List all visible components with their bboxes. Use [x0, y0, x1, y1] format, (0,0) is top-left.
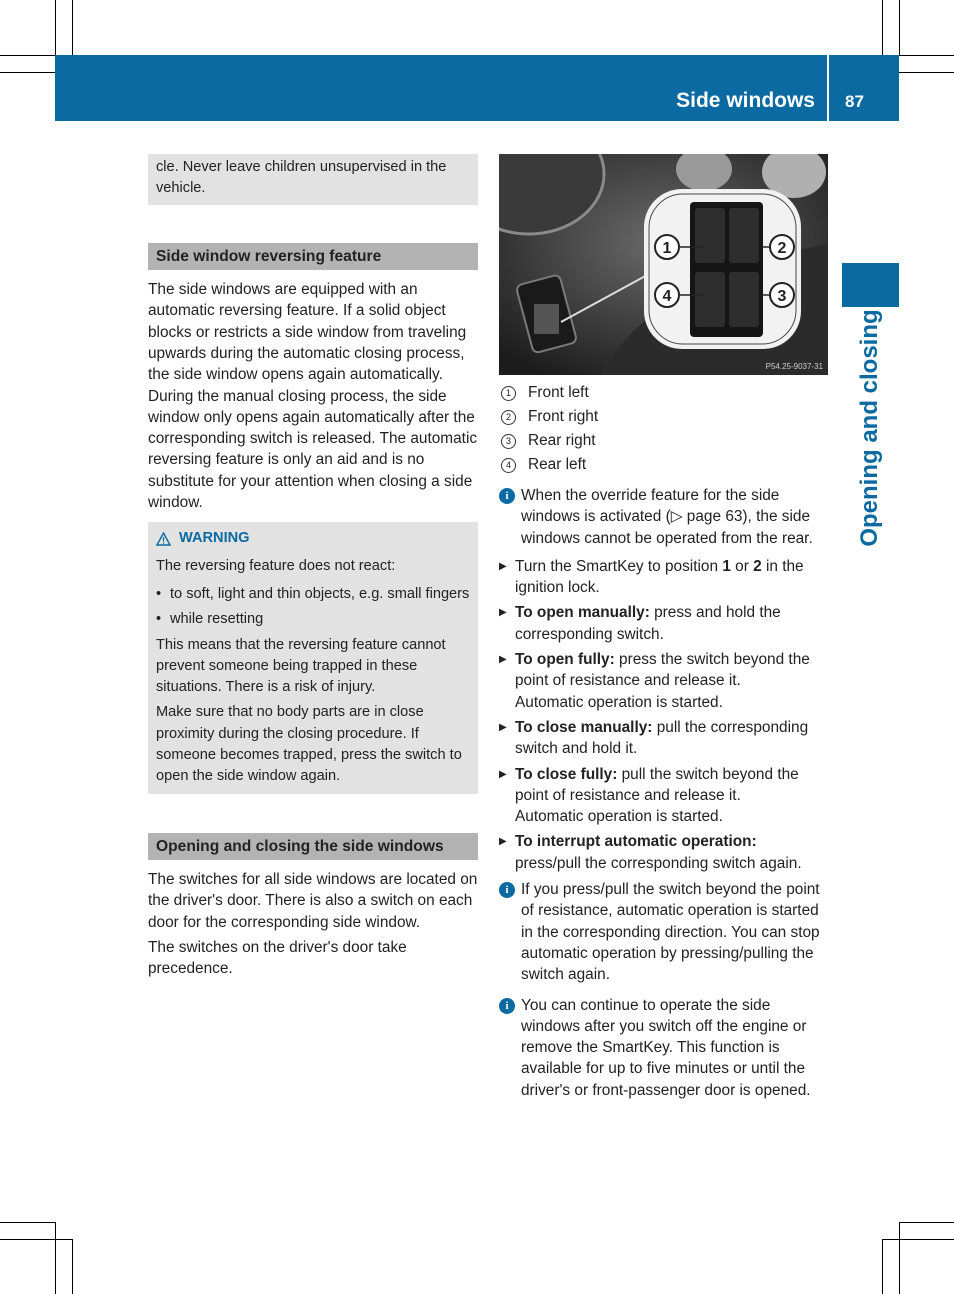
continued-note: cle. Never leave children unsupervised in the vehicle.: [156, 159, 447, 197]
info-text: If you press/pull the switch beyond the point of resistance, automatic operation is started in the corresponding direction. You can stop automatic operation by pressing/pulling the switch again.: [521, 881, 820, 984]
section-title: Side windows: [676, 89, 815, 112]
warning-bullet: while resetting: [170, 611, 264, 628]
instruction-step: [499, 602, 829, 645]
info-icon: i: [499, 998, 515, 1014]
crop-mark: [55, 0, 56, 55]
warning-label: WARNING: [179, 530, 250, 547]
section-heading: Side window reversing feature: [148, 243, 478, 271]
instruction-step: [499, 649, 829, 713]
svg-text:3: 3: [777, 288, 787, 305]
crop-mark: [0, 55, 55, 56]
warning-header: [156, 528, 470, 549]
legend-label: Rear right: [528, 432, 596, 450]
continued-warning-box: [148, 154, 478, 205]
crop-mark: [55, 1222, 56, 1294]
step-text: Turn the SmartKey to position 1 or 2 in the ignition lock.: [515, 557, 804, 597]
right-column: [499, 381, 829, 1101]
info-note: [499, 485, 829, 549]
list-item: [156, 584, 470, 605]
svg-text:1: 1: [662, 240, 672, 257]
callout-1: [655, 235, 679, 259]
crop-mark: [882, 1239, 954, 1240]
legend-item: [499, 405, 829, 429]
legend-item: [499, 453, 829, 477]
legend-label: Front left: [528, 384, 589, 402]
legend-number: 2: [501, 410, 516, 425]
bullet-icon: •: [156, 585, 162, 602]
step-arrow-icon: ▶: [499, 607, 507, 619]
step-arrow-icon: ▶: [499, 768, 507, 780]
info-icon: i: [499, 882, 515, 898]
step-arrow-icon: ▶: [499, 560, 507, 572]
crop-mark: [72, 0, 73, 55]
left-column: [148, 154, 478, 980]
info-text: When the override feature for the side windows is activated (▷ page 63), the side windows cannot be operated from the rear.: [521, 487, 813, 547]
crop-mark: [899, 55, 954, 56]
bullet-icon: •: [156, 611, 162, 628]
crop-mark: [899, 0, 900, 55]
svg-text:4: 4: [662, 288, 672, 305]
section-body: The switches on the driver's door take precedence.: [148, 939, 407, 978]
window-switch-photo: [499, 154, 828, 375]
chapter-tab: [842, 263, 899, 307]
crop-mark: [899, 1222, 954, 1223]
crop-mark: [882, 0, 883, 55]
svg-text:2: 2: [777, 240, 787, 257]
legend-number: 1: [501, 386, 516, 401]
step-text: To open fully: press the switch beyond the point of resistance and release it.: [515, 651, 810, 690]
callout-2: [770, 235, 794, 259]
list-item: [156, 609, 470, 630]
crop-mark: [0, 72, 55, 73]
legend-item: [499, 429, 829, 453]
warning-box: [148, 522, 478, 793]
step-arrow-icon: ▶: [499, 836, 507, 848]
section-heading: Opening and closing the side windows: [148, 833, 478, 861]
warning-intro: The reversing feature does not react:: [156, 557, 396, 574]
page-header: [55, 55, 899, 121]
instruction-step: [499, 556, 829, 599]
callout-4: [655, 283, 679, 307]
step-result: Automatic operation is started.: [515, 808, 723, 826]
crop-mark: [0, 1222, 55, 1223]
crop-mark: [899, 72, 954, 73]
legend-number: 4: [501, 458, 516, 473]
legend-label: Rear left: [528, 456, 587, 474]
step-result: Automatic operation is started.: [515, 693, 723, 711]
info-note: [499, 879, 829, 985]
step-text: To close fully: pull the switch beyond the point of resistance and release it.: [515, 765, 799, 804]
section-body: The side windows are equipped with an automatic reversing feature. If a solid object blocks or restricts a side window from traveling upwards during the automatic closing process, the side window opens again automatically. During the manual closing process, the side window only opens again automatically after the corresponding switch is released. The automatic reversing feature is only an aid and is no substitute for your attention when closing a side window.: [148, 281, 478, 512]
step-arrow-icon: ▶: [499, 721, 507, 733]
crop-mark: [72, 1239, 73, 1294]
chapter-label: Opening and closing: [856, 309, 883, 547]
crop-mark: [882, 1239, 883, 1294]
step-text: To close manually: pull the corresponding switch and hold it.: [515, 718, 809, 758]
info-icon: i: [499, 488, 515, 504]
info-text: You can continue to operate the side windows after you switch off the engine or remove the SmartKey. This function is available for up to five minutes or until the driver's or front-passenger door is opened.: [521, 996, 811, 1099]
warning-bullet: to soft, light and thin objects, e.g. small fingers: [170, 585, 470, 602]
step-text: press/pull the corresponding switch again.: [515, 854, 802, 872]
step-arrow-icon: ▶: [499, 654, 507, 666]
step-text: To open manually: press and hold the corresponding switch.: [515, 604, 781, 643]
legend-label: Front right: [528, 408, 599, 426]
section-body: The switches for all side windows are located on the driver's door. There is also a switch on each door for the corresponding side window.: [148, 871, 478, 931]
warning-paragraph: This means that the reversing feature cannot prevent someone being trapped in these situations. There is a risk of injury.: [156, 636, 446, 696]
crop-mark: [899, 1222, 900, 1294]
legend-item: [499, 381, 829, 405]
callout-3: [770, 283, 794, 307]
step-title: To interrupt automatic operation:: [515, 833, 757, 851]
header-divider: [827, 55, 829, 121]
image-code: P54.25-9037-31: [765, 362, 823, 371]
warning-paragraph: Make sure that no body parts are in close proximity during the closing procedure. If someone becomes trapped, press the switch to open the side window again.: [156, 704, 462, 785]
legend-number: 3: [501, 434, 516, 449]
instruction-step: [499, 717, 829, 760]
crop-mark: [0, 1239, 72, 1240]
page-number: 87: [845, 92, 864, 111]
info-note: [499, 995, 829, 1101]
warning-triangle-icon: [156, 532, 171, 546]
instruction-step: [499, 831, 829, 874]
instruction-step: [499, 764, 829, 828]
